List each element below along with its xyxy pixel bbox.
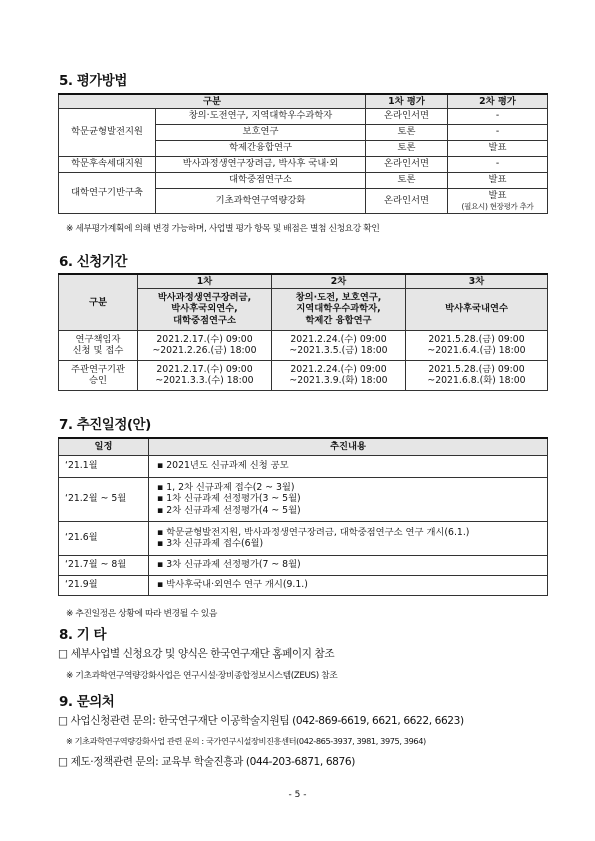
section-9-title: 9. 문의처 [59,694,115,710]
period-cell [272,330,406,360]
schedule-date: ‘21.9월 [59,575,149,595]
schedule-date: ‘21.6월 [59,521,149,555]
eval-first: 온라인서면 [366,188,448,213]
date-line: 2021.2.17.(수) 09:00 [156,333,253,345]
date-line: ~2021.3.9.(화) 18:00 [289,375,388,386]
period-cell [138,360,272,390]
contact-item-application: □ 사업신청관련 문의: 한국연구재단 이공학술지원팀 (042-869-6619, 6621, 6622, 6623) [58,715,464,727]
eval-second: - [448,156,548,172]
schedule-head-content: 추진내용 [149,438,548,455]
application-period-table [58,273,548,391]
program-line: 대학중점연구소 [173,314,236,326]
page-number: - 5 - [288,790,307,800]
eval-subcategory: 창의·도전연구, 지역대학우수과학자 [156,108,366,124]
evaluation-table [58,93,548,214]
eval-second-cell [448,188,548,213]
date-line: 2021.5.28.(금) 09:00 [428,333,525,345]
period-programs [406,288,548,330]
date-line: 2021.5.28.(금) 09:00 [428,363,525,375]
contact-item-policy: □ 제도·정책관련 문의: 교육부 학술진흥과 (044-203-6871, 6876) [58,756,355,768]
schedule-date: ‘21.7월 ~ 8월 [59,555,149,575]
eval-group-label: 대학연구기반구축 [59,172,156,213]
schedule-head-date: 일정 [59,438,149,455]
eval-subcategory: 학제간융합연구 [156,140,366,156]
period-cell [406,360,548,390]
schedule-date: ‘21.2월 ~ 5월 [59,477,149,521]
period-col-label: 구분 [59,274,138,330]
other-note: ※ 기초과학연구역량강화사업은 연구시설·장비종합정보시스템(ZEUS) 참조 [66,671,338,681]
date-line: ~2021.6.4.(금) 18:00 [427,345,526,356]
schedule-item: ▪ 박사후국내·외연수 연구 개시(9.1.) [157,579,308,591]
schedule-item: ▪ 1, 2차 신규과제 접수(2 ~ 3월) [157,482,295,493]
label-line: 신청 및 접수 [72,345,124,356]
schedule-content [149,455,548,477]
date-line: ~2021.3.3.(수) 18:00 [155,375,254,386]
program-line: 지역대학우수과학자, [296,303,381,315]
date-line: ~2021.2.26.(금) 18:00 [152,345,257,356]
schedule-item: ▪ 1차 신규과제 선정평가(3 ~ 5월) [157,493,301,505]
eval-head-category: 구분 [59,94,366,108]
schedule-content [149,521,548,555]
eval-first: 온라인서면 [366,108,448,124]
period-programs [138,288,272,330]
eval-subcategory: 대학중점연구소 [156,172,366,188]
program-line: 박사후국내연수 [445,303,508,315]
program-line: 박사후국외연수, [171,303,238,315]
eval-group-label: 학문균형발전지원 [59,108,156,156]
other-item: □ 세부사업별 신청요강 및 양식은 한국연구재단 홈페이지 참조 [58,648,335,660]
period-round: 3차 [406,274,548,288]
eval-first: 온라인서면 [366,156,448,172]
schedule-date: ‘21.1월 [59,455,149,477]
schedule-item: ▪ 3차 신규과제 선정평가(7 ~ 8월) [157,559,301,571]
period-cell [138,330,272,360]
schedule-item: ▪ 3차 신규과제 접수(6월) [157,538,264,549]
schedule-item: ▪ 학문균형발전지원, 박사과정생연구장려금, 대학중점연구소 연구 개시(6.1.) [157,526,470,538]
schedule-item: ▪ 2021년도 신규과제 신청 공모 [157,460,289,472]
period-row-label [59,330,138,360]
period-cell [406,330,548,360]
schedule-content [149,555,548,575]
eval-group-label: 학문후속세대지원 [59,156,156,172]
eval-head-second: 2차 평가 [448,94,548,108]
eval-subcategory: 보호연구 [156,124,366,140]
period-round: 2차 [272,274,406,288]
section-6-title: 6. 신청기간 [59,254,127,270]
date-line: ~2021.3.5.(금) 18:00 [289,345,388,356]
program-line: 박사과정생연구장려금, [157,292,252,303]
section-8-title: 8. 기 타 [59,627,107,643]
schedule-item: ▪ 2차 신규과제 선정평가(4 ~ 5월) [157,504,301,516]
eval-subcategory: 기초과학연구역량강화 [156,188,366,213]
eval-head-first: 1차 평가 [366,94,448,108]
eval-first: 토론 [366,172,448,188]
date-line: 2021.2.24.(수) 09:00 [290,363,387,375]
label-line: 주관연구기관 [71,363,125,375]
evaluation-note: ※ 세부평가계획에 의해 변경 가능하며, 사업별 평가 항목 및 배점은 별첨 신청요강 확인 [66,224,380,234]
schedule-content [149,575,548,595]
section-5-title: 5. 평가방법 [59,73,127,89]
label-line: 연구책임자 [75,333,121,345]
schedule-content [149,477,548,521]
eval-second-note: (필요시) 현장평가 추가 [461,201,534,211]
period-round: 1차 [138,274,272,288]
eval-second: - [448,124,548,140]
date-line: 2021.2.17.(수) 09:00 [156,363,253,375]
eval-second: 발표 [488,190,507,202]
schedule-table [58,437,548,596]
period-row-label [59,360,138,390]
program-line: 학제간 융합연구 [305,314,372,326]
period-cell [272,360,406,390]
label-line: 승인 [89,375,107,386]
eval-first: 토론 [366,124,448,140]
contact-note: ※ 기초과학연구역량강화사업 관련 문의 : 국가연구시설장비진흥센터(042-865-3937, 3981, 3975, 3964) [66,736,426,746]
schedule-note: ※ 추진일정은 상황에 따라 변경될 수 있음 [66,609,217,619]
eval-first: 토론 [366,140,448,156]
eval-second: 발표 [448,140,548,156]
section-7-title: 7. 추진일정(안) [59,417,151,433]
program-line: 창의·도전, 보호연구, [295,292,382,303]
eval-second: - [448,108,548,124]
eval-subcategory: 박사과정생연구장려금, 박사후 국내·외 [156,156,366,172]
period-programs [272,288,406,330]
date-line: 2021.2.24.(수) 09:00 [290,333,387,345]
eval-second: 발표 [448,172,548,188]
date-line: ~2021.6.8.(화) 18:00 [427,375,526,386]
